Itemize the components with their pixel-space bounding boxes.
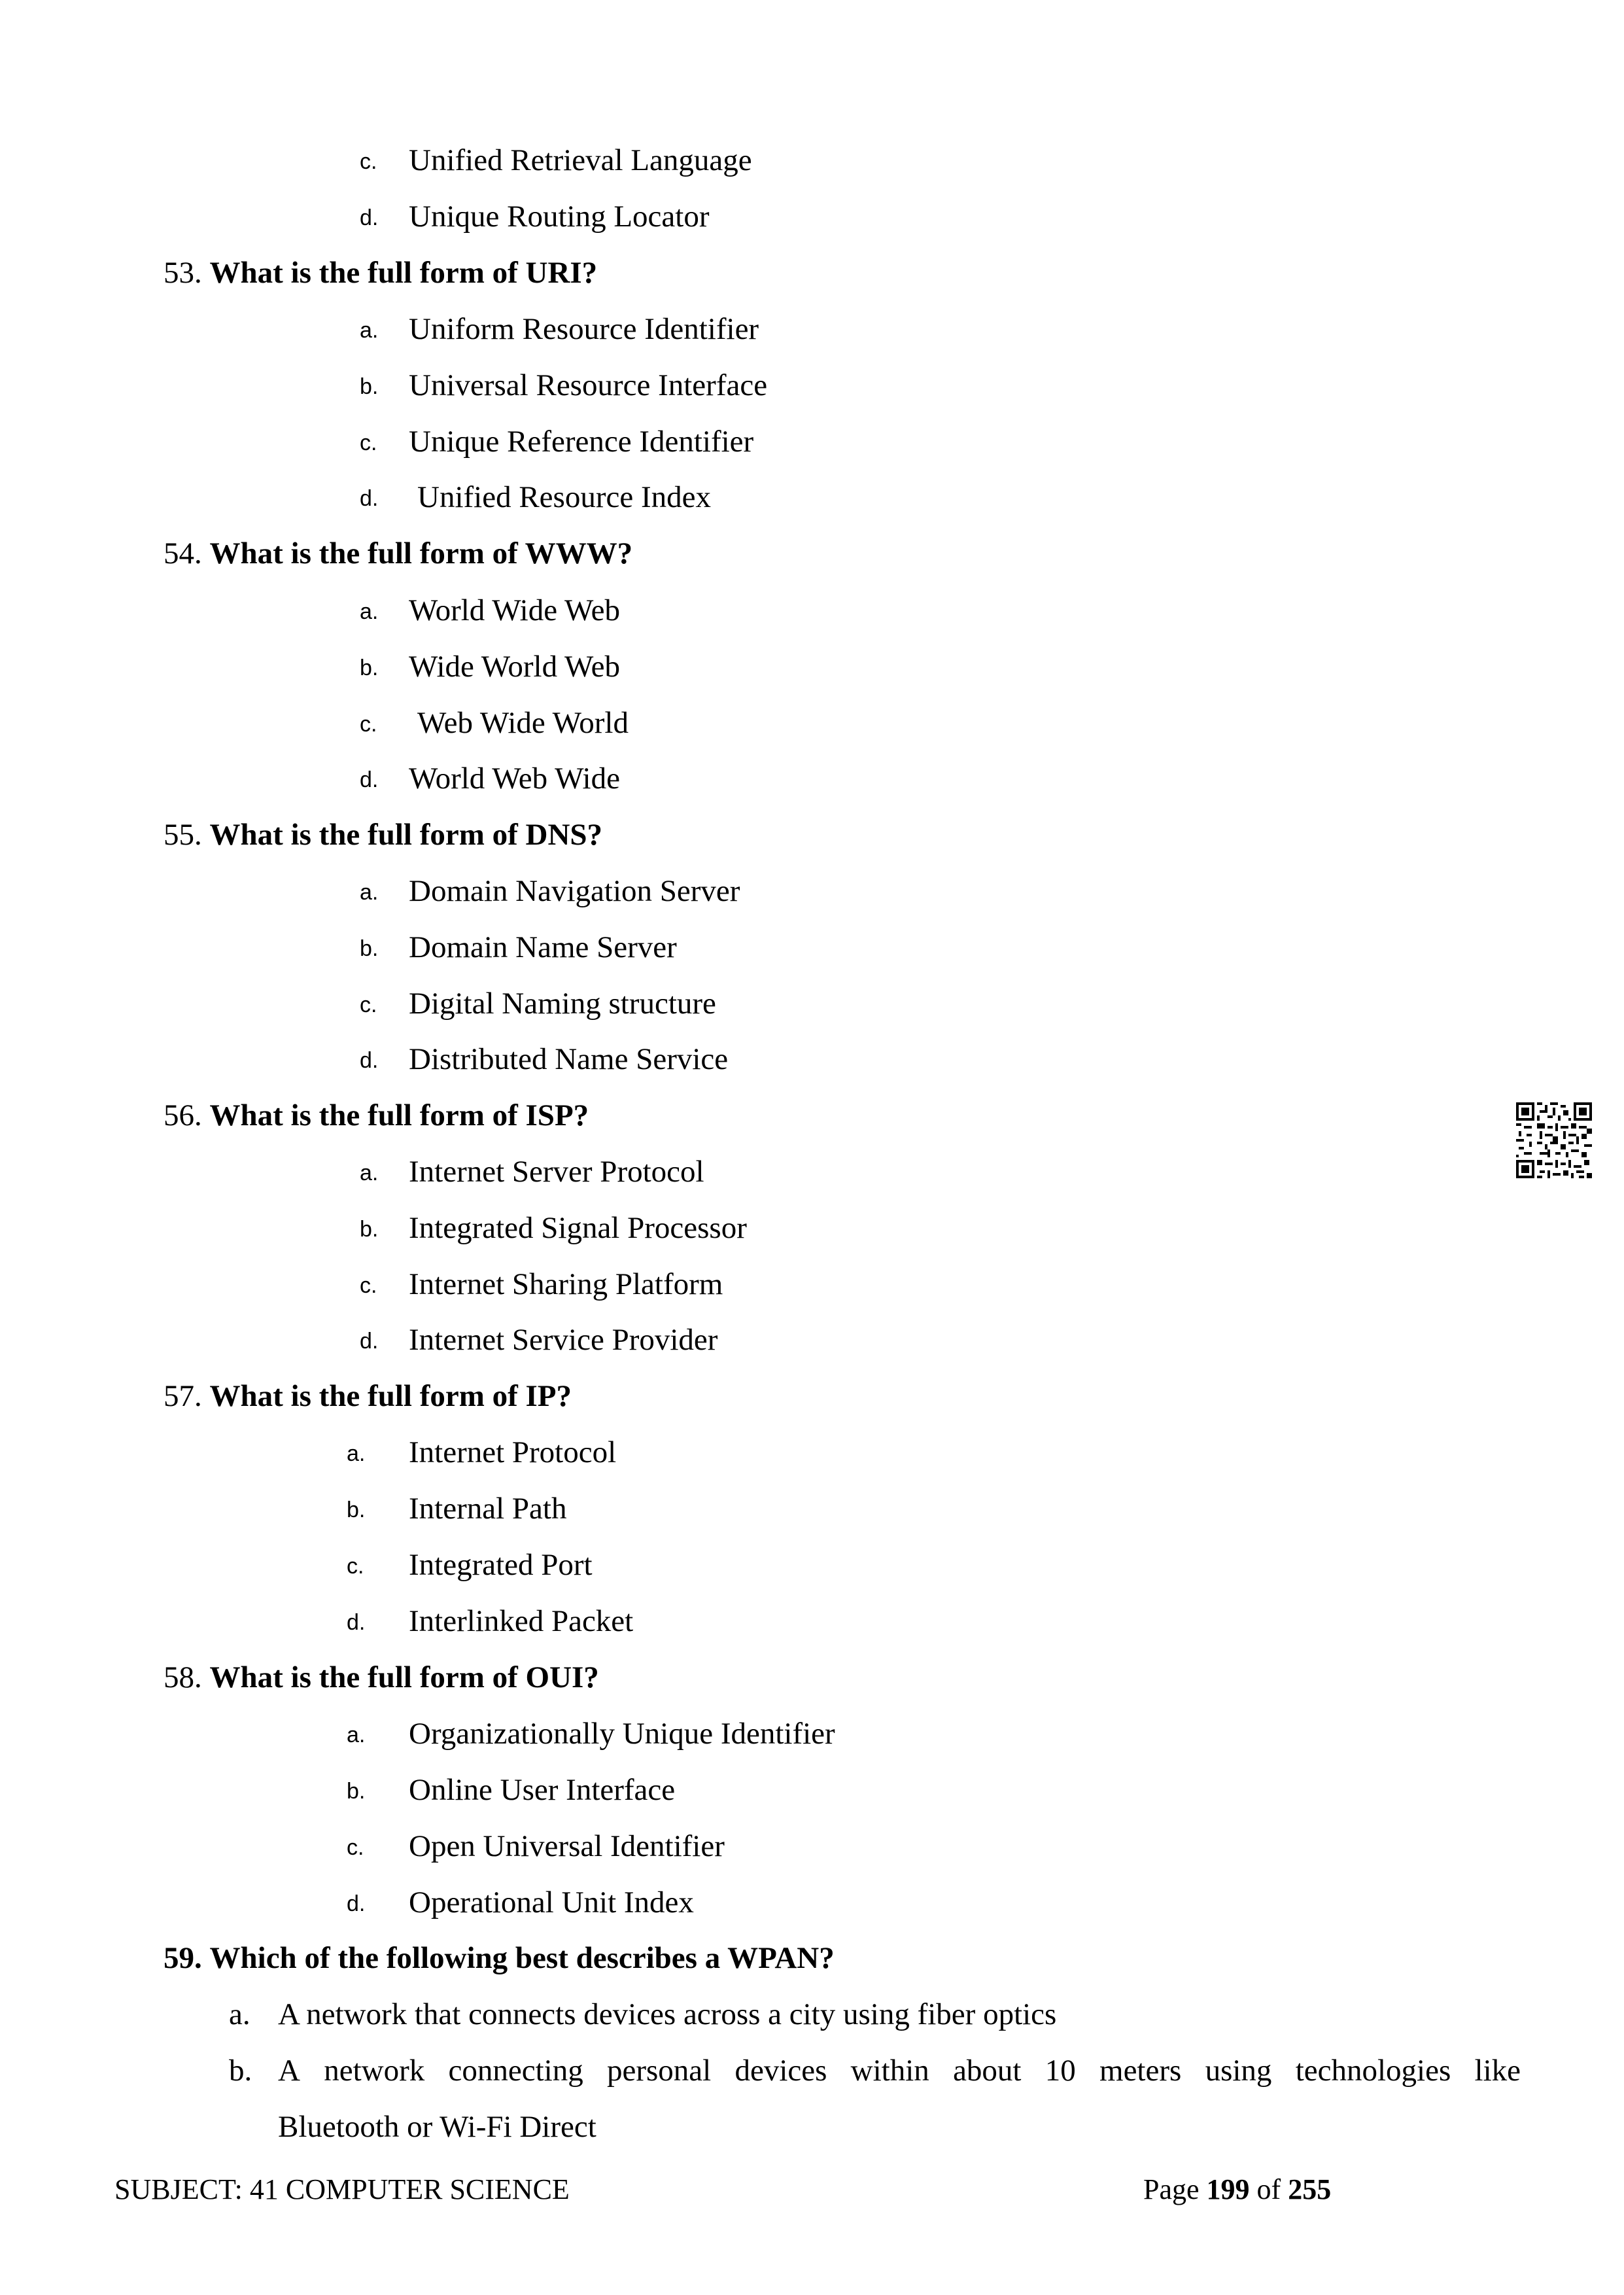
word: like <box>1474 2054 1521 2088</box>
question-text: What is the full form of URI? <box>209 256 598 290</box>
option-text: Interlinked Packet <box>409 1604 634 1638</box>
option-letter: d. <box>347 1610 366 1635</box>
question-number: 54. <box>164 536 202 570</box>
question-number: 55. <box>164 818 202 852</box>
question-number: 53. <box>164 256 202 290</box>
question-55 <box>164 818 602 851</box>
question-54 <box>164 537 632 570</box>
option-text: World Web Wide <box>409 762 620 796</box>
word: network <box>324 2054 425 2088</box>
question-56 <box>164 1099 589 1132</box>
option-text: Integrated Port <box>409 1548 593 1582</box>
option-text: Online User Interface <box>409 1773 676 1807</box>
option-letter: a. <box>360 880 379 905</box>
option-text: Internet Protocol <box>409 1435 617 1469</box>
word: within <box>850 2054 929 2088</box>
option-letter: a. <box>347 1441 366 1466</box>
option-letter: d. <box>347 1891 366 1916</box>
option-text: World Wide Web <box>409 593 620 627</box>
option-text: Unique Reference Identifier <box>409 425 754 459</box>
option-letter: a. <box>347 1723 366 1747</box>
option-text: Wide World Web <box>409 650 620 684</box>
option-letter: b. <box>360 936 379 961</box>
of-word: of <box>1256 2173 1281 2205</box>
question-59 <box>164 1942 835 1974</box>
option-letter: a. <box>229 1997 251 2031</box>
option-letter: b. <box>347 1498 366 1522</box>
option-text: Unified Resource Index <box>417 480 711 514</box>
word: A <box>278 2054 300 2088</box>
word: connecting <box>448 2054 583 2088</box>
word: 10 <box>1045 2054 1076 2088</box>
option-letter: b. <box>360 656 379 680</box>
option-text: Internet Service Provider <box>409 1323 718 1357</box>
option-text: Uniform Resource Identifier <box>409 312 759 346</box>
option-letter: c. <box>360 712 377 737</box>
word: about <box>953 2054 1022 2088</box>
option-letter: d. <box>360 486 379 511</box>
option-letter: d. <box>360 1048 379 1073</box>
word: using <box>1205 2054 1272 2088</box>
option-text: Unique Routing Locator <box>409 200 710 234</box>
question-number: 58. <box>164 1660 202 1694</box>
question-57 <box>164 1380 572 1412</box>
question-text: Which of the following best describes a WPAN? <box>209 1941 835 1975</box>
question-number: 56. <box>164 1098 202 1132</box>
option-text: Domain Navigation Server <box>409 874 740 908</box>
option-text-line-2: Bluetooth or Wi-Fi Direct <box>278 2110 596 2144</box>
option-text: Open Universal Identifier <box>409 1829 725 1863</box>
option-letter: d. <box>360 205 379 230</box>
question-text: What is the full form of WWW? <box>209 536 633 570</box>
option-letter: c. <box>360 992 377 1017</box>
word: meters <box>1099 2054 1182 2088</box>
option-letter: c. <box>360 1273 377 1298</box>
option-letter: b. <box>229 2054 252 2088</box>
option-text: Digital Naming structure <box>409 987 716 1021</box>
option-text: Integrated Signal Processor <box>409 1211 747 1245</box>
question-text: What is the full form of ISP? <box>209 1098 589 1132</box>
option-letter: c. <box>360 430 377 455</box>
option-letter: c. <box>347 1835 364 1860</box>
option-text: Unified Retrieval Language <box>409 143 752 177</box>
question-58 <box>164 1661 599 1694</box>
option-letter: b. <box>360 374 379 399</box>
option-text: Universal Resource Interface <box>409 368 768 402</box>
option-text: A network that connects devices across a city using fiber optics <box>278 1997 1057 2031</box>
question-53 <box>164 256 597 289</box>
question-number: 59. <box>164 1941 202 1975</box>
option-letter: a. <box>360 599 379 624</box>
option-text: Domain Name Server <box>409 930 677 964</box>
option-letter: b. <box>360 1217 379 1242</box>
option-letter: d. <box>360 767 379 792</box>
option-letter: d. <box>360 1329 379 1354</box>
page-word: Page <box>1143 2173 1200 2205</box>
footer-subject: SUBJECT: 41 COMPUTER SCIENCE <box>114 2173 570 2205</box>
page-total: 255 <box>1288 2173 1332 2205</box>
option-text: Internet Sharing Platform <box>409 1267 723 1301</box>
option-letter: a. <box>360 1161 379 1185</box>
option-text: Internal Path <box>409 1492 567 1526</box>
option-text: Internet Server Protocol <box>409 1155 704 1189</box>
question-text: What is the full form of DNS? <box>209 818 603 852</box>
page-current: 199 <box>1206 2173 1250 2205</box>
option-text: Operational Unit Index <box>409 1885 694 1919</box>
word: technologies <box>1295 2054 1451 2088</box>
question-number: 57. <box>164 1379 202 1413</box>
option-letter: c. <box>347 1554 364 1579</box>
option-text: Distributed Name Service <box>409 1042 729 1076</box>
question-text: What is the full form of OUI? <box>209 1660 599 1694</box>
qr-code-icon <box>1516 1102 1592 1178</box>
option-letter: a. <box>360 318 379 343</box>
option-text: Organizationally Unique Identifier <box>409 1717 835 1751</box>
word: personal <box>606 2054 712 2088</box>
option-letter: c. <box>360 149 377 174</box>
question-text: What is the full form of IP? <box>209 1379 572 1413</box>
option-letter: b. <box>347 1779 366 1804</box>
option-text-line-1 <box>278 2054 1521 2087</box>
word: devices <box>734 2054 827 2088</box>
option-text: Web Wide World <box>417 706 629 740</box>
footer-page-number <box>1143 2173 1331 2206</box>
